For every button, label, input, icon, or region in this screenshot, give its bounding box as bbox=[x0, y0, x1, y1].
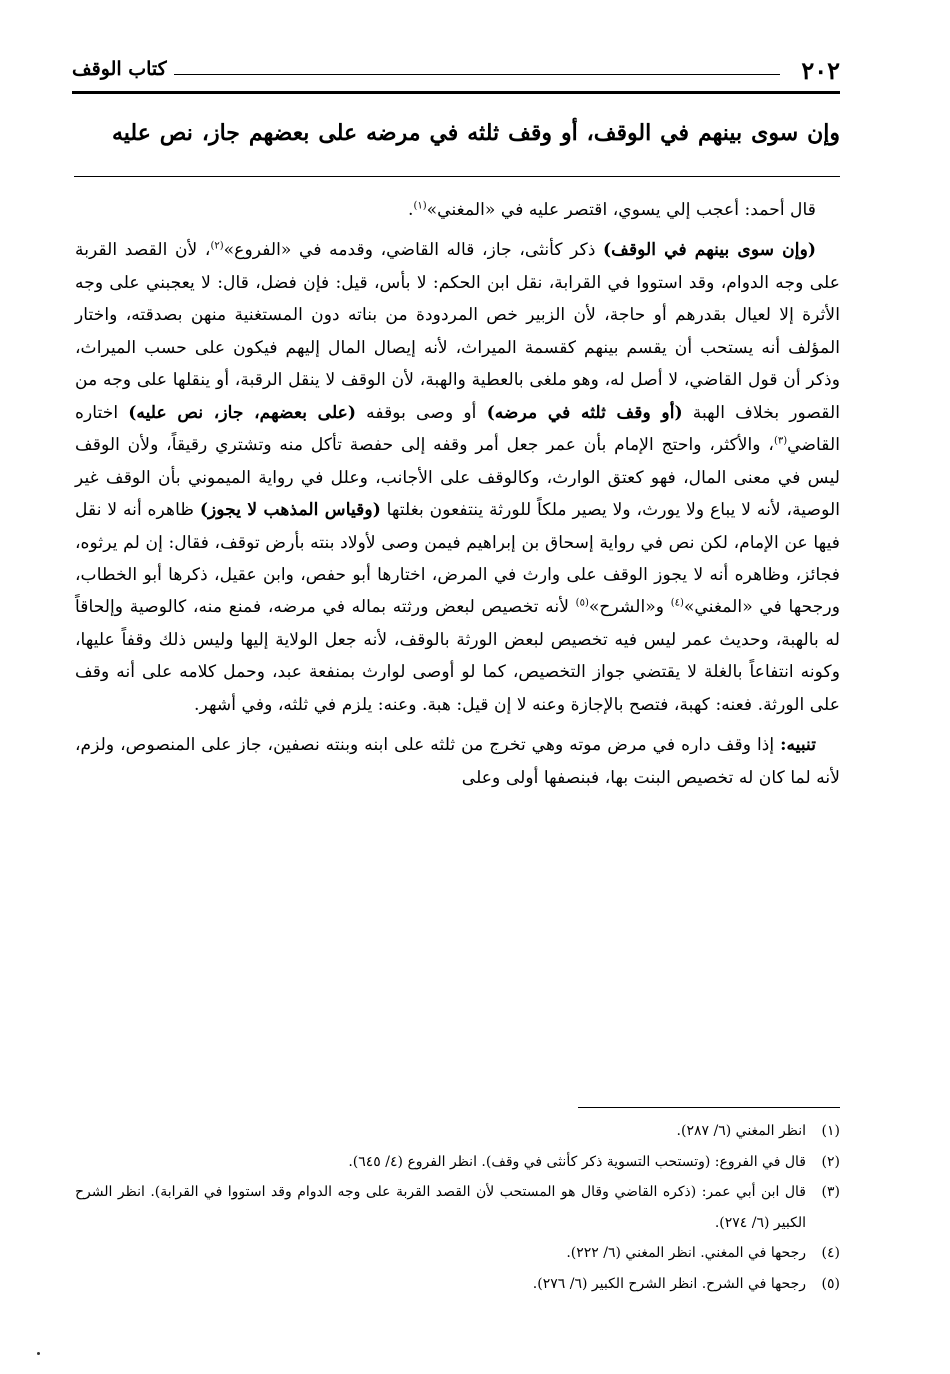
footnote: (٤) رجحها في المغني. انظر المغني (٦/ ٢٢٢). bbox=[566, 1245, 840, 1262]
running-head bbox=[72, 56, 840, 96]
footnote: (١) انظر المغني (٦/ ٢٨٧). bbox=[676, 1123, 840, 1139]
matn-quote: (أو وقف ثلثه في مرضه) bbox=[486, 402, 683, 423]
note-label: تنبيه: bbox=[780, 735, 816, 756]
matn-text: وإن سوى بينهم في الوقف، أو وقف ثلثه في مرضه على بعضهم جاز، نص عليه bbox=[112, 120, 840, 146]
footnotes bbox=[75, 1116, 840, 1300]
footnote: (٣) قال ابن أبي عمر: (ذكره القاضي وقال هو المستحب لأن القصد القربة على وجه الدوام وقد استووا في القرابة). انظر الشرح الكبير (٦/ ٢٧٤). bbox=[75, 1184, 840, 1231]
footnote-rule bbox=[578, 1107, 840, 1108]
scan-speck bbox=[37, 1352, 40, 1355]
matn-quote: (على بعضهم، جاز، نص عليه) bbox=[128, 402, 357, 423]
matn-quote: (وإن سوى بينهم في الوقف) bbox=[603, 240, 817, 261]
footnote-ref: (٣) bbox=[773, 435, 788, 447]
matn-quote: (وقياس المذهب لا يجوز) bbox=[199, 500, 381, 521]
footnote: (٢) قال في الفروع: (وتستحب التسوية ذكر كأنثى في وقف). انظر الفروع (٤/ ٦٤٥). bbox=[348, 1153, 840, 1170]
footnote-ref: (٥) bbox=[575, 597, 589, 609]
footnote-ref: (١) bbox=[413, 200, 427, 212]
header-rule bbox=[72, 91, 840, 94]
matn-rule bbox=[74, 176, 840, 177]
paragraph: (وإن سوى بينهم في الوقف) ذكر كأنثى، جاز، قاله القاضي، وقدمه في «الفروع»$^{(٢)}$، لأن القصد القربة على وجه الدوام، وقد استووا في القرابة، نقل ابن الحكم: لا بأس، قيل: فإن فضل، قال: لا يعجبني على وجه الأثرة إلا لعيال بقدرهم أو حاجة، لأن الزبير خص المردودة من بناته دون المستغنية منهن بصدقته، واختار المؤلف أنه يستحب أن يقسم بينهم كقسمة الميراث، لأنه إيصال المال إليهم فيكون على حسب الميراث، وذكر أن قول القاضي، لا أصل له، وهو ملغى بالعطية والهبة، لأن الوقف لا ينقل الرقبة، أو ينقلها على وجه من القصور بخلاف الهبة (أو وقف ثلثه في مرضه) أو وصى بوقفه (على بعضهم، جاز، نص عليه) اختاره القاضي$^{(٣)}$، والأكثر، واحتج الإمام بأن عمر جعل أمر وقفه إلى حفصة تأكل منه وتشتري رقيقاً، ولأن الوقف ليس في معنى المال، فهو كعتق الوارث، وكالوقف على الأجانب، وعلل في رواية الميموني بأن الوقف غير الوصية، لأنه لا يباع ولا يورث، ولا يصير ملكاً للورثة ينتفعون بغلتها (وقياس المذهب لا يجوز) ظاهره أنه لا نقل فيها عن الإمام، لكن نص في رواية إسحاق بن إبراهيم فيمن وصى لأولاد بنته بأرض توقف، فقال: إن لم يرثوه، فجائز، وظاهره أنه لا يجوز الوقف على وارث في المرض، اختارها أبو حفص، وابن عقيل، ذكرها أبو الخطاب، ورجحها في «المغني»$^{(٤)}$ و«الشرح»$^{(٥)}$ لأنه تخصيص لبعض ورثته بماله في مرضه، فمنع منه، كالوصية وإلحاقاً له بالهبة، وحديث عمر ليس فيه تخصيص لبعض الورثة بالوقف، لأنه جعل الولاية إليها وليس ذلك وقفاً عليها، وكونه انتفاعاً بالغلة لا يقتضي جواز التخصيص، كما لو أوصى لوارث بمنفعة عبد، وحمل كلامه على أنه وقف على الورثة. فعنه: كهبة، فتصح بالإجازة وعنه لا إن قيل: هبة. وعنه: يلزم في ثلثه، وفي أشهر. bbox=[75, 240, 841, 715]
footnote-ref: (٢) bbox=[210, 240, 224, 252]
footnote-ref: (٤) bbox=[670, 597, 684, 609]
page-number: ٢٠٢ bbox=[801, 56, 840, 85]
header-line bbox=[174, 74, 780, 75]
paragraph: قال أحمد: أعجب إلي يسوي، اقتصر عليه في «المغني»$^{(١)}$. bbox=[407, 200, 816, 220]
book-title: كتاب الوقف bbox=[72, 58, 167, 80]
footnote: (٥) رجحها في الشرح. انظر الشرح الكبير (٦/ ٢٧٦). bbox=[532, 1275, 840, 1292]
commentary-body bbox=[75, 194, 840, 794]
paragraph: تنبيه: إذا وقف داره في مرض موته وهي تخرج من ثلثه على ابنه وبنته نصفين، جاز على المنصوص، ولزم، لأنه لما كان له تخصيص البنت بها، فبنصفها أولى وعلى bbox=[75, 735, 840, 788]
